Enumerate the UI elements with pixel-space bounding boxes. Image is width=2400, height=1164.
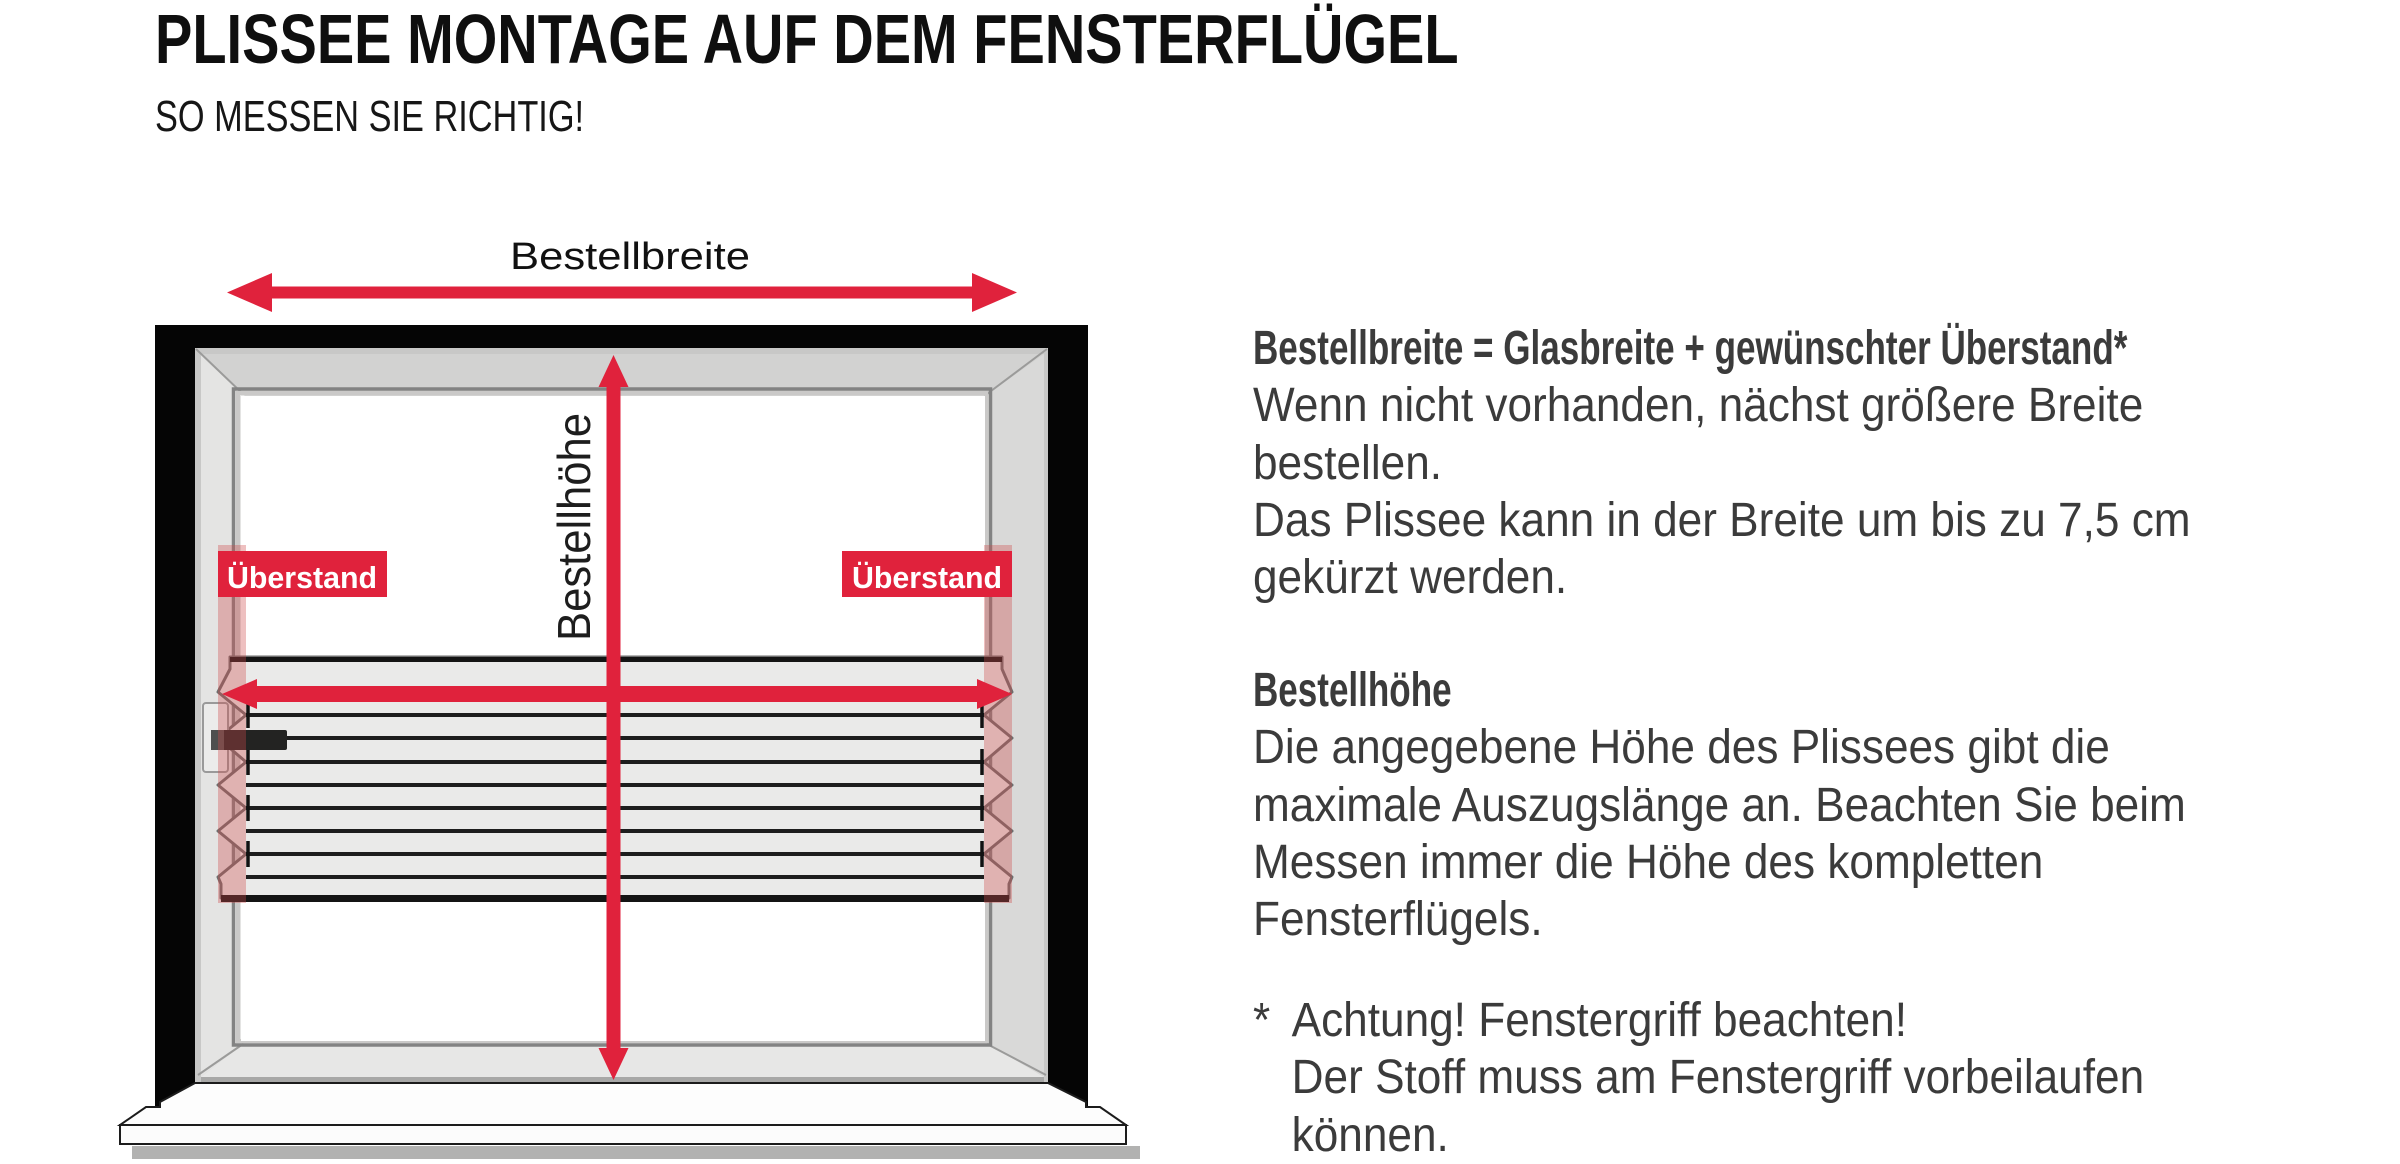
overhang-band-right <box>984 545 1012 903</box>
paragraph-bestellbreite <box>1253 320 2400 606</box>
bestellbreite-heading: Bestellbreite = Glasbreite + gewünschter Überstand* <box>1253 322 2128 375</box>
svg-text:Überstand: Überstand <box>852 560 1002 595</box>
bestellbreite-width-arrow <box>227 273 1017 312</box>
text-line: Messen immer die Höhe des kompletten <box>1253 835 2044 889</box>
footnote-line: können. <box>1291 1108 1449 1162</box>
svg-text:Überstand: Überstand <box>227 560 377 595</box>
text-line: bestellen. <box>1253 436 1443 490</box>
text-line: Das Plissee kann in der Breite um bis zu 7,5 cm <box>1253 493 2191 547</box>
text-line: Die angegebene Höhe des Plissees gibt die <box>1253 721 2110 775</box>
ueberstand-label-left <box>218 551 387 597</box>
footnote-marker: * <box>1253 994 1271 1047</box>
text-line: Fensterflügels. <box>1253 893 1543 947</box>
page-subtitle: SO MESSEN SIE RICHTIG! <box>155 92 585 141</box>
window-sill <box>120 1083 1140 1159</box>
text-line: gekürzt werden. <box>1253 551 1568 605</box>
ueberstand-label-right <box>842 551 1012 597</box>
paragraph-bestellhoehe <box>1253 662 2400 948</box>
bestellhoehe-label: Bestellhöhe <box>548 400 600 641</box>
footnote-line: Der Stoff muss am Fenstergriff vorbeilaufen <box>1291 1051 2145 1105</box>
sill-shadow-strip <box>132 1146 1140 1159</box>
text-line: Wenn nicht vorhanden, nächst größere Breite <box>1253 379 2144 433</box>
footnote-line <box>1253 992 2400 1049</box>
footnote-text: Achtung! Fenstergriff beachten! <box>1291 994 1907 1047</box>
text-line: maximale Auszugslänge an. Beachten Sie beim <box>1253 778 2186 832</box>
overhang-band-left <box>218 545 246 903</box>
page-title: PLISSEE MONTAGE AUF DEM FENSTERFLÜGEL <box>155 0 1459 78</box>
paragraph-footnote <box>1253 992 2400 1164</box>
bestellhoehe-heading: Bestellhöhe <box>1253 664 1452 717</box>
bestellbreite-label: Bestellbreite <box>510 236 750 278</box>
